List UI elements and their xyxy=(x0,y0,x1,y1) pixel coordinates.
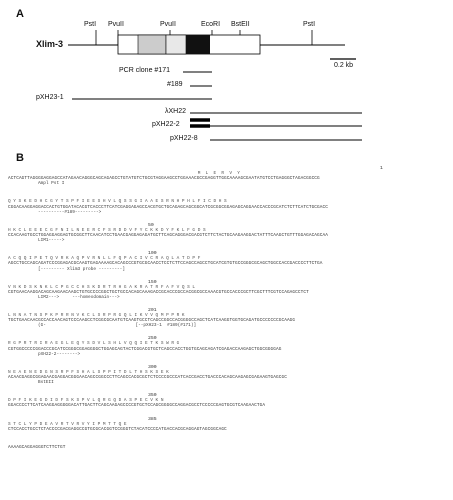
clone-label-189: #189 xyxy=(167,81,183,88)
amino-acid-line: D P F I K E G D I D F S K S P V L Q R G Q D A S P E C V K N xyxy=(8,398,164,404)
site-label-pvuii-2: PvuII xyxy=(160,21,176,28)
residue-number: 385 xyxy=(148,416,157,422)
annotation-line: pXH22-2--------> xyxy=(38,351,81,357)
clone-label-lxh22: λXH22 xyxy=(165,108,187,115)
nucleotide-line: CGTGAACAAGGACAGCAAGAACAAGCTGTGCCCCGGCTGCTGCCACAGCAAAGACCGCACCCGCCACGGCGCCAAACGTGCCACCCGCTTCGCTTTCGTCCAGAGCCTCT xyxy=(8,289,309,295)
site-label-psti-1: PstI xyxy=(84,21,97,28)
amino-acid-line: H K C L E E E C G F N I L N E E R C F S R D D V F Y C K K D Y F K L F G D S xyxy=(8,227,206,233)
amino-acid-line: Q Y S K E D H C G Y T S P F I E E S H V L Q S S G I A A E S R N H P H L F I C D H S xyxy=(8,199,227,205)
site-label-pvuii-1: PvuII xyxy=(108,21,124,28)
residue-number: 1 xyxy=(380,166,383,171)
residue-number: 300 xyxy=(148,364,157,370)
amino-acid-line: N E A E N E D G N S R P F S H A L S P P I T D L T H S K S E K xyxy=(8,369,169,375)
annotation-line: [--------- Xlim3 probe ---------] xyxy=(38,266,125,272)
sequence-blocks xyxy=(8,166,448,450)
amino-acid-line: L N N A T N S P K P R R N V K C L S R P R G Q L I K V V Q M P P R K xyxy=(8,313,185,319)
sequence-block xyxy=(8,308,448,328)
site-label-psti-2: PstI xyxy=(303,21,316,28)
residue-number: 100 xyxy=(148,251,157,257)
residue-number: 150 xyxy=(148,279,157,285)
clone-label-pxh22-2: pXH22-2 xyxy=(152,121,180,128)
annotation-line: ----------#189---------> xyxy=(38,209,102,215)
clone-label-pcr171: PCR clone #171 xyxy=(119,67,170,74)
amino-acid-line: A C Q Q I P E T Q V R K A Q P V R N L L F Q P A C I V C R A Q L A T D P F xyxy=(8,256,201,262)
homeodomain-box xyxy=(186,35,210,54)
nucleotide-line: CGGACAAGGAGGACCACTGTGGATACACGTCACCCTTCATCGAGGAGAGCCACGTGCTGCAGAGCAGCGGCATCGCGGCGGAGAGCAGGAACCACCCGCATCTCTTCATCTGCGACC xyxy=(8,204,328,210)
sequence-block xyxy=(8,336,448,356)
sequence-block xyxy=(8,393,448,408)
panel-b-label: B xyxy=(16,152,24,164)
annotation-line: (G- [--pXH23-1 #189(#171)] xyxy=(38,323,197,329)
sequence-block xyxy=(8,194,448,214)
site-label-bsteii: BstEII xyxy=(231,21,250,28)
residue-number: 250 xyxy=(148,336,157,342)
sequence-block xyxy=(8,440,448,450)
clone-label-pxh22-8: pXH22-8 xyxy=(170,135,198,142)
nucleotide-line: CGTGGCCCCCGGACCCGCATCCGGGCGGAGGGGCTGGAGCAGTACTCGGACGTGCTCAGCCACCTGGTGCAGCAGATCGAGACCAAGAGCTGGCGGGGAG xyxy=(8,346,282,352)
gene-name: Xlim-3 xyxy=(36,39,64,49)
residue-number: 50 xyxy=(148,222,154,228)
amino-acid-line: R G P R T R I R A E G L E Q Y S D V L S H L V Q Q I E T K S W R G xyxy=(8,341,180,347)
annotation-line: LIM2---> ---homeodomain---> xyxy=(38,295,120,301)
residue-number: 201 xyxy=(148,308,157,314)
nucleotide-line: GGACCCCTTCATCAAGGAGGGGGACATTGACTTCAGCAAGAGCCCCGTGCTCCAGCGGGGCCAGGACGCCTCCCCCGAGTGCGTCAAGAACTGA xyxy=(8,403,266,409)
amino-acid-line: S T C L Y P D E A V R T V R V Y I P M T T Q E xyxy=(8,421,127,427)
gene-map-diagram xyxy=(0,0,453,150)
sequence-block xyxy=(8,280,448,300)
sequence-block xyxy=(8,223,448,243)
lim1-domain xyxy=(138,35,166,54)
sequence-panel xyxy=(8,166,448,496)
lim2-domain xyxy=(166,35,186,54)
nucleotide-line: TGCTGAACAACGCCACCAACAGTCCCAAGCCTCGGCGCAATGTCAAGTGCCTCAGCCGGCCACGGGGCCAGCTCATCAAGGTGGTGCAGATGCCCCCCCGCAAGG xyxy=(8,318,296,324)
nucleotide-line: ACAACGAGGCGGAGAACGAGGACGGGAACAGCCGGCCCTTCAGCCACGCGCTCTCCCCGCCCATCACCGACCTGACCCACAGCAAGAGCGAGAAGTGAGCGC xyxy=(8,375,287,381)
scale-bar-label: 0.2 kb xyxy=(334,62,354,69)
annotation-line: BstEII xyxy=(38,380,54,386)
site-label-ecori: EcoRI xyxy=(201,21,221,28)
sequence-block xyxy=(8,251,448,271)
nucleotide-line: AGCCTGCCAGCAGATCCCGGAGACGCAAGTGAGAAAAGCACAGCCCGTGCGCAACCTCCTCTTCCAGCCAGCCTGCATCGTGTGCCGGGCGCAGCTGGCCACCGACCCCTTCTGA xyxy=(8,261,323,267)
nucleotide-line: ACTCAGTTAGGGGAGGAGCCATAGAACAGGGCAGCAGAGCCTGTATGTCTGCGTAGGAAGCCTGGAAACGCCGAGGTTGGCAAAAGCGAATATGTCCTGAGGGCTAGACGGCCG xyxy=(8,176,320,182)
amino-acid-line: M L E R V Y xyxy=(8,171,240,176)
nucleotide-line: CTCCACCTGCCTCTACCCCGACGAGGCCGTGCGCACGGTCCGGGTCTACATCCCCATGACCACGCAGGAGTAGCGGCAGC xyxy=(8,426,227,432)
nucleotide-line: CCACAAGTGCCTGGAGGAGGAGTGCGGCTTCAACATCCTGAACGAGGAGAGATGCTTCAGCAGGGACGACGTCTTCTACTGCAAGAAGGACTATTTCAAGCTGTTTGGAGACAGCAA xyxy=(8,233,328,239)
residue-number: 350 xyxy=(148,393,157,399)
sequence-block xyxy=(8,365,448,385)
clone-lines xyxy=(72,72,362,140)
sequence-block xyxy=(8,417,448,432)
clone-label-pxh23-1: pXH23-1 xyxy=(36,94,64,101)
panel-a-label: A xyxy=(16,8,24,20)
annotation-line: Ampl Pst I xyxy=(38,181,65,187)
amino-acid-line: V N K D S K N K L C P G C C H S K D R T R H G A K R A T R F A F V Q S L xyxy=(8,284,196,290)
nucleotide-line: AAAAGCAGGAGGGTCTTCTGT xyxy=(8,445,66,451)
sequence-block xyxy=(8,166,448,186)
annotation-line: LIM1-----> xyxy=(38,238,65,244)
